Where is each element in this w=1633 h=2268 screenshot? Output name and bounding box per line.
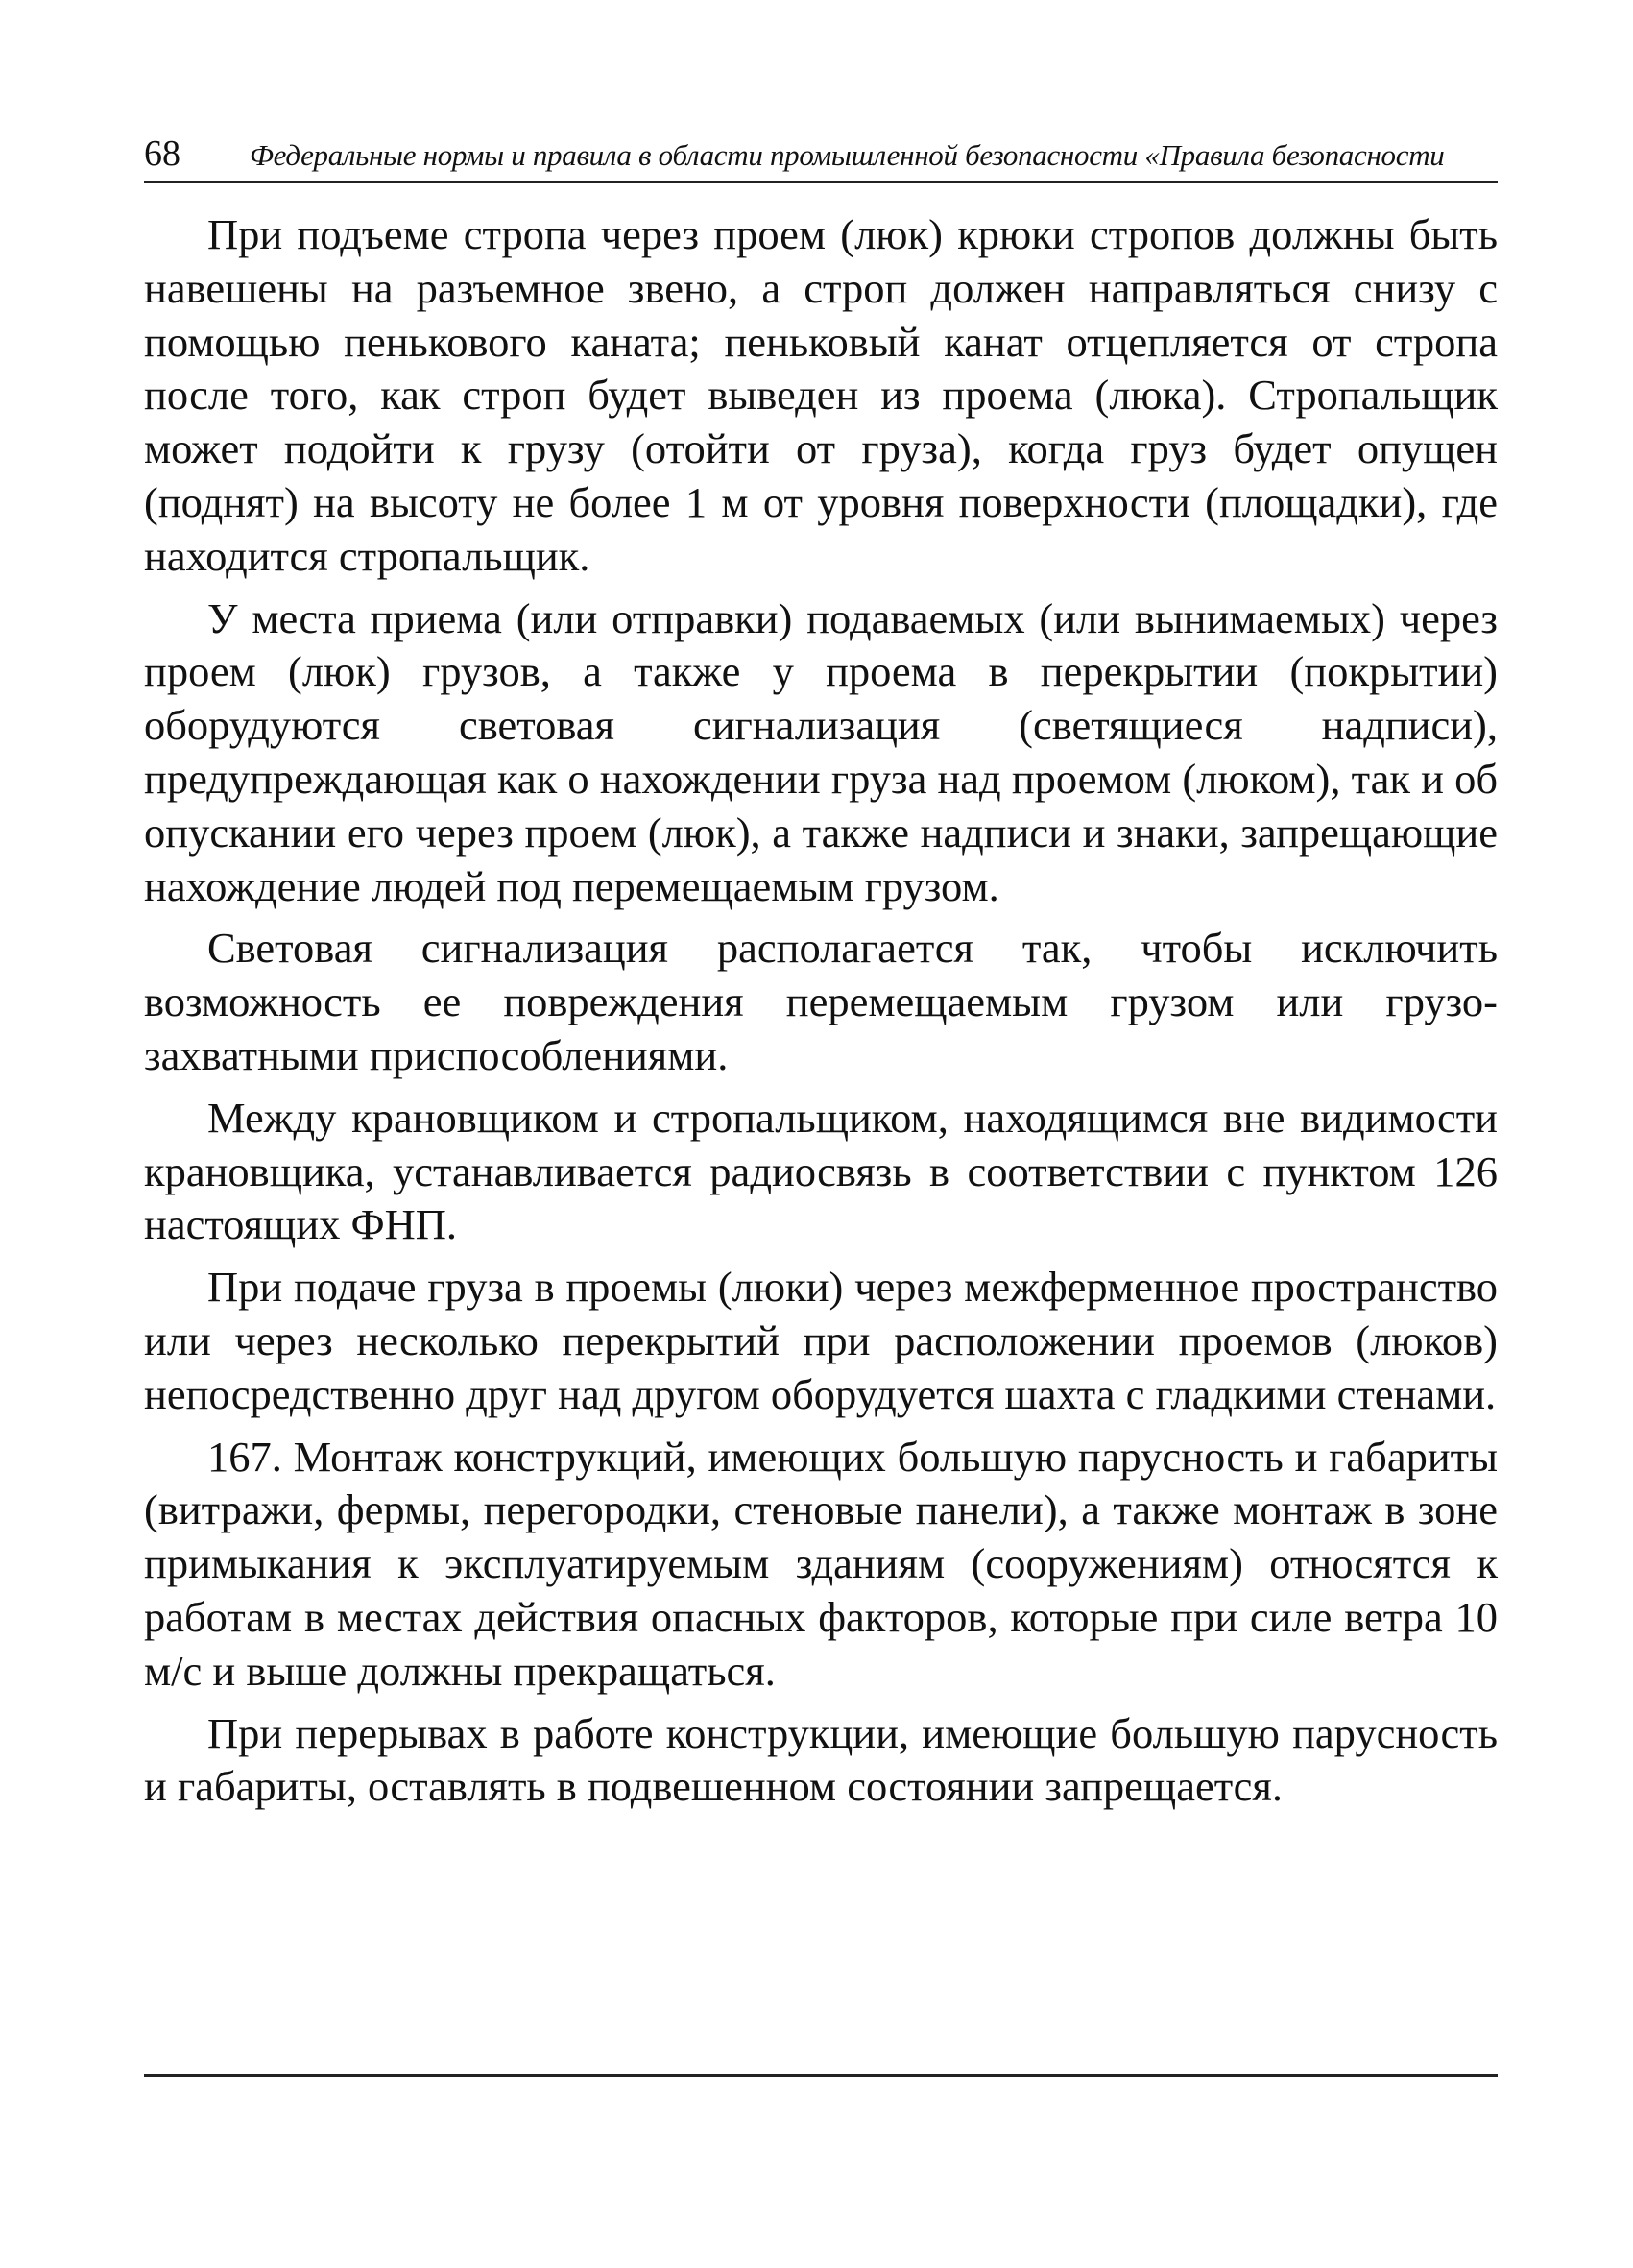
book-page	[144, 134, 1498, 1822]
page-number: 68	[144, 133, 180, 174]
body-text	[144, 208, 1498, 1814]
paragraph: Световая сигнализация располагается так, чтобы исключить возможность ее повреждения перемещаемым грузом или грузозахватными приспособлениями.	[144, 924, 1498, 1079]
paragraph: При перерывах в работе конструкции, имеющие большую парусность и габариты, оставлять в подвешенном состоянии запрещается.	[144, 1708, 1498, 1811]
paragraph: При подаче груза в проемы (люки) через межферменное пространство или через несколько перекрытий при расположении проемов (люков) непосредственно друг над другом оборудуется шахта с гладкими стенами.	[144, 1263, 1498, 1418]
running-header	[144, 134, 1498, 183]
footer-rule	[144, 2074, 1498, 2077]
running-header-title: Федеральные нормы и правила в области промышленной безопасности «Правила безопасности	[250, 138, 1445, 172]
paragraph: Между крановщиком и стропальщиком, находящимся вне видимости крановщика, устанавливается радиосвязь в соответствии с пунктом 126 настоящих ФНП.	[144, 1093, 1498, 1249]
paragraph-item-167: 167. Монтаж конструкций, имеющих большую парусность и габариты (витражи, фермы, перегородки, стеновые панели), а также монтаж в зоне примыкания к эксплуатируемым зданиям (сооружениям) относятся к работам в местах действия опасных факторов, которые при силе ветра 10 м/с и выше должны прекращаться.	[144, 1432, 1498, 1695]
paragraph: У места приема (или отправки) подаваемых (или вынимаемых) через проем (люк) грузов, а также у проема в перекрытии (покрытии) оборудуются световая сигнализация (светящиеся надписи), предупреждающая как о нахождении груза над проемом (люком), так и об опускании его через проем (люк), а также надписи и знаки, запрещающие нахождение людей под перемещаемым грузом.	[144, 593, 1498, 910]
paragraph: При подъеме стропа через проем (люк) крюки стропов должны быть навешены на разъемное звено, а строп должен направляться снизу с помощью пенькового каната; пеньковый канат отцепляется от стропа после того, как строп будет выведен из проема (люка). Стропальщик может подойти к грузу (отойти от груза), когда груз будет опущен (поднят) на высоту не более 1 м от уровня поверхности (площадки), где находится стропальщик.	[144, 210, 1498, 580]
